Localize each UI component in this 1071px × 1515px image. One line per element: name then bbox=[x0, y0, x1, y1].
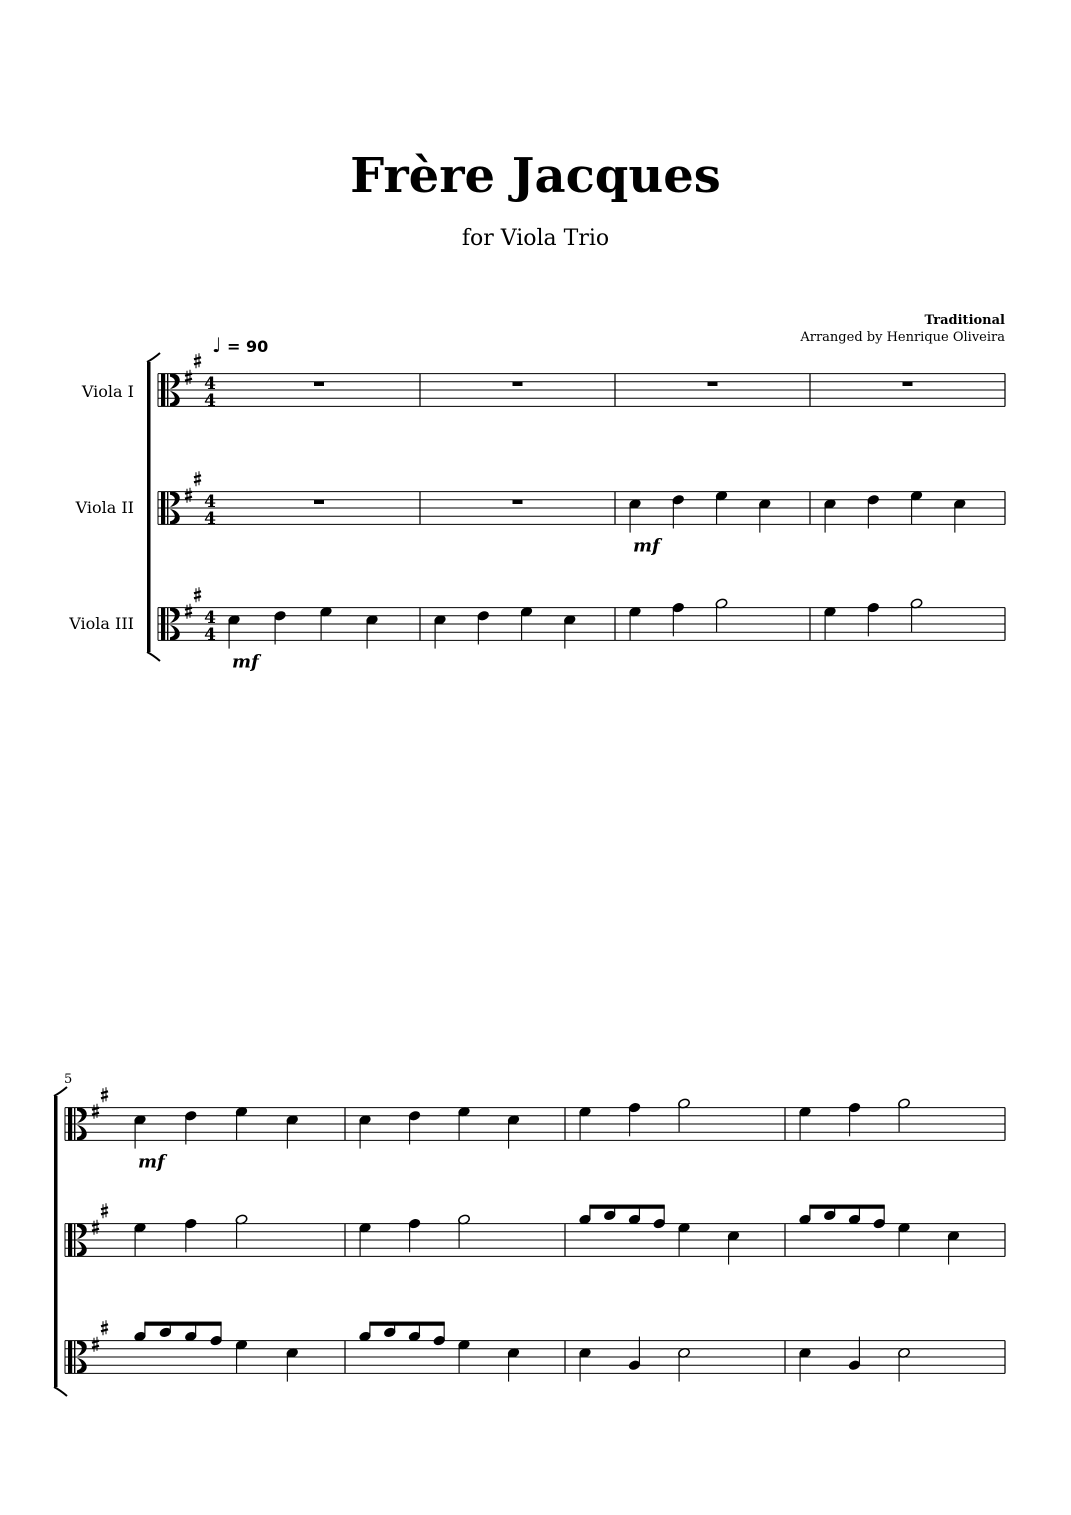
sharp-bar bbox=[194, 357, 201, 359]
sharp-bar bbox=[185, 497, 192, 499]
sharp-bar bbox=[101, 1329, 108, 1331]
staff-viola-ii bbox=[65, 1203, 1005, 1264]
sharp-bar bbox=[101, 1324, 108, 1326]
clef-curve-lower bbox=[77, 1241, 87, 1256]
bracket-hook-bottom bbox=[147, 652, 160, 661]
page-title: Frère Jacques bbox=[350, 148, 721, 204]
sharp-bar bbox=[101, 1207, 108, 1209]
sharp-bar bbox=[194, 475, 201, 477]
system-bracket bbox=[147, 362, 151, 652]
sharp-bar bbox=[92, 1113, 99, 1115]
sharp-bar bbox=[101, 1091, 108, 1093]
whole-rest bbox=[513, 382, 523, 386]
clef-curve-upper bbox=[77, 1224, 87, 1239]
clef-curve-lower bbox=[170, 625, 180, 640]
sharp-bar bbox=[194, 596, 201, 598]
sharp-bar bbox=[194, 362, 201, 364]
eighth-beam bbox=[589, 1205, 664, 1209]
time-signature-bottom: 4 bbox=[204, 509, 216, 529]
staff-viola-ii bbox=[158, 471, 1005, 556]
page-subtitle: for Viola Trio bbox=[461, 226, 610, 251]
staff-viola-iii bbox=[158, 587, 1005, 672]
clef-curve-lower bbox=[77, 1358, 87, 1373]
instrument-label-viola-2: Viola II bbox=[75, 498, 134, 517]
eighth-beam bbox=[144, 1322, 221, 1326]
sharp-bar bbox=[92, 1346, 99, 1348]
arranger-credit: Arranged by Henrique Oliveira bbox=[800, 330, 1005, 345]
dynamic-mark: mf bbox=[232, 651, 259, 673]
clef-curve-lower bbox=[170, 391, 180, 406]
time-signature-bottom: 4 bbox=[204, 625, 216, 645]
staff-viola-i bbox=[65, 1087, 1005, 1172]
sharp-bar bbox=[101, 1096, 108, 1098]
dynamic-mark: mf bbox=[138, 1151, 165, 1173]
time-signature-bottom: 4 bbox=[204, 391, 216, 411]
clef-curve-upper bbox=[170, 374, 180, 389]
clef-bar-thick bbox=[68, 1108, 72, 1141]
bracket-hook-bottom bbox=[54, 1387, 67, 1396]
eighth-beam bbox=[369, 1322, 444, 1326]
time-signature-top: 4 bbox=[204, 374, 216, 394]
system-bracket bbox=[54, 1096, 58, 1387]
whole-rest bbox=[903, 382, 913, 386]
time-signature-top: 4 bbox=[204, 608, 216, 628]
sharp-bar bbox=[92, 1229, 99, 1231]
system-2 bbox=[54, 1087, 1005, 1396]
tempo-value: = 90 bbox=[227, 337, 269, 356]
sharp-bar bbox=[101, 1212, 108, 1214]
whole-rest bbox=[708, 382, 718, 386]
clef-bar-thin bbox=[74, 1108, 75, 1141]
clef-bar-thick bbox=[161, 492, 165, 525]
clef-bar-thin bbox=[74, 1341, 75, 1374]
clef-curve-upper bbox=[77, 1341, 87, 1356]
bracket-hook-top bbox=[147, 353, 160, 362]
clef-curve-upper bbox=[170, 608, 180, 623]
clef-bar-thick bbox=[68, 1341, 72, 1374]
clef-curve-lower bbox=[77, 1125, 87, 1140]
quarter-note-icon: ♩ bbox=[212, 333, 222, 357]
clef-bar-thin bbox=[167, 608, 168, 641]
instrument-label-viola-1: Viola I bbox=[81, 382, 134, 401]
whole-rest bbox=[513, 500, 523, 504]
clef-curve-upper bbox=[170, 492, 180, 507]
whole-rest bbox=[314, 500, 324, 504]
eighth-beam bbox=[809, 1205, 884, 1209]
bracket-hook-top bbox=[54, 1087, 67, 1096]
clef-bar-thin bbox=[167, 374, 168, 407]
sharp-bar bbox=[185, 379, 192, 381]
composer-credit: Traditional bbox=[924, 313, 1005, 328]
clef-bar-thin bbox=[74, 1224, 75, 1257]
clef-bar-thick bbox=[161, 608, 165, 641]
system-1 bbox=[147, 353, 1005, 672]
clef-bar-thin bbox=[167, 492, 168, 525]
dynamic-mark: mf bbox=[633, 535, 660, 557]
clef-bar-thick bbox=[68, 1224, 72, 1257]
clef-bar-thick bbox=[161, 374, 165, 407]
sharp-bar bbox=[194, 591, 201, 593]
instrument-label-viola-3: Viola III bbox=[69, 614, 134, 633]
sharp-bar bbox=[185, 613, 192, 615]
staff-viola-i bbox=[158, 353, 1005, 411]
whole-rest bbox=[314, 382, 324, 386]
clef-curve-lower bbox=[170, 509, 180, 524]
staff-viola-iii bbox=[65, 1320, 1005, 1381]
bar-number: 5 bbox=[64, 1072, 73, 1087]
sharp-bar bbox=[194, 480, 201, 482]
clef-curve-upper bbox=[77, 1108, 87, 1123]
time-signature-top: 4 bbox=[204, 492, 216, 512]
